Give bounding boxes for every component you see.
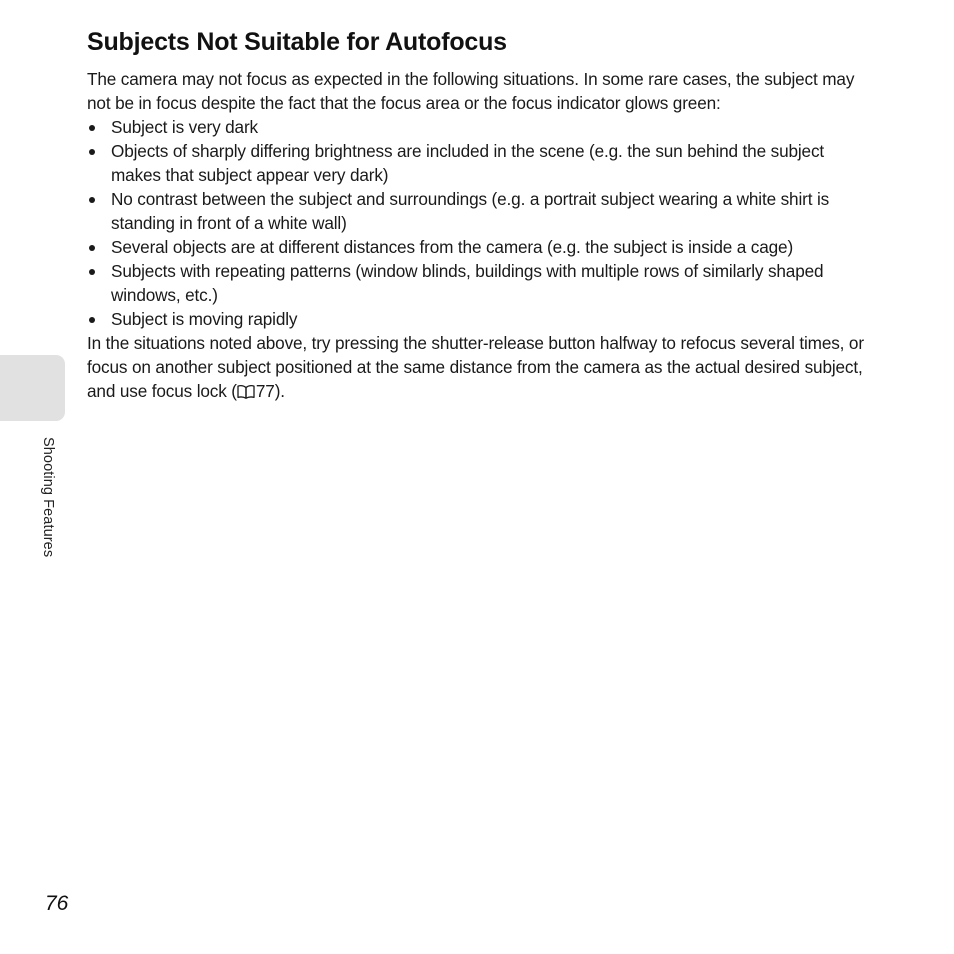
list-item-text: Several objects are at different distances from the camera (e.g. the subject is inside a cage): [111, 237, 794, 257]
bullet-dot-icon: [89, 269, 95, 275]
list-item-text: Objects of sharply differing brightness are included in the scene (e.g. the sun behind the subject makes that subject appear very dark): [111, 141, 825, 185]
list-item-text: Subject is moving rapidly: [111, 309, 298, 329]
book-reference-icon: [237, 384, 255, 399]
bullet-dot-icon: [89, 197, 95, 203]
list-item: [87, 115, 872, 139]
bullet-dot-icon: [89, 245, 95, 251]
section-label: Shooting Features: [40, 437, 56, 558]
list-item: [87, 187, 872, 235]
closing-text: In the situations noted above, try pressing the shutter-release button halfway to refocus several times, or focus on another subject positioned at the same distance from the camera as the actual desired subject, and use focus lock (: [87, 333, 864, 401]
bullet-dot-icon: [89, 149, 95, 155]
section-tab: [0, 355, 65, 421]
bullet-dot-icon: [89, 317, 95, 323]
list-item-text: No contrast between the subject and surroundings (e.g. a portrait subject wearing a white shirt is standing in front of a white wall): [111, 189, 830, 233]
list-item: [87, 307, 872, 331]
list-item: [87, 235, 872, 259]
bullet-dot-icon: [89, 125, 95, 131]
page-content: [87, 26, 872, 403]
list-item: [87, 259, 872, 307]
list-item-text: Subject is very dark: [111, 117, 258, 137]
closing-suffix: ).: [274, 381, 285, 401]
page-title: Subjects Not Suitable for Autofocus: [87, 28, 507, 56]
closing-paragraph: [87, 331, 872, 403]
intro-paragraph: The camera may not focus as expected in the following situations. In some rare cases, the subject may not be in focus despite the fact that the focus area or the focus indicator glows green:: [87, 69, 855, 113]
situation-list: [87, 115, 872, 331]
list-item: [87, 139, 872, 187]
page-reference-link[interactable]: 77: [255, 381, 275, 401]
page-number: 76: [45, 892, 69, 915]
list-item-text: Subjects with repeating patterns (window blinds, buildings with multiple rows of similarly shaped windows, etc.): [111, 261, 824, 305]
